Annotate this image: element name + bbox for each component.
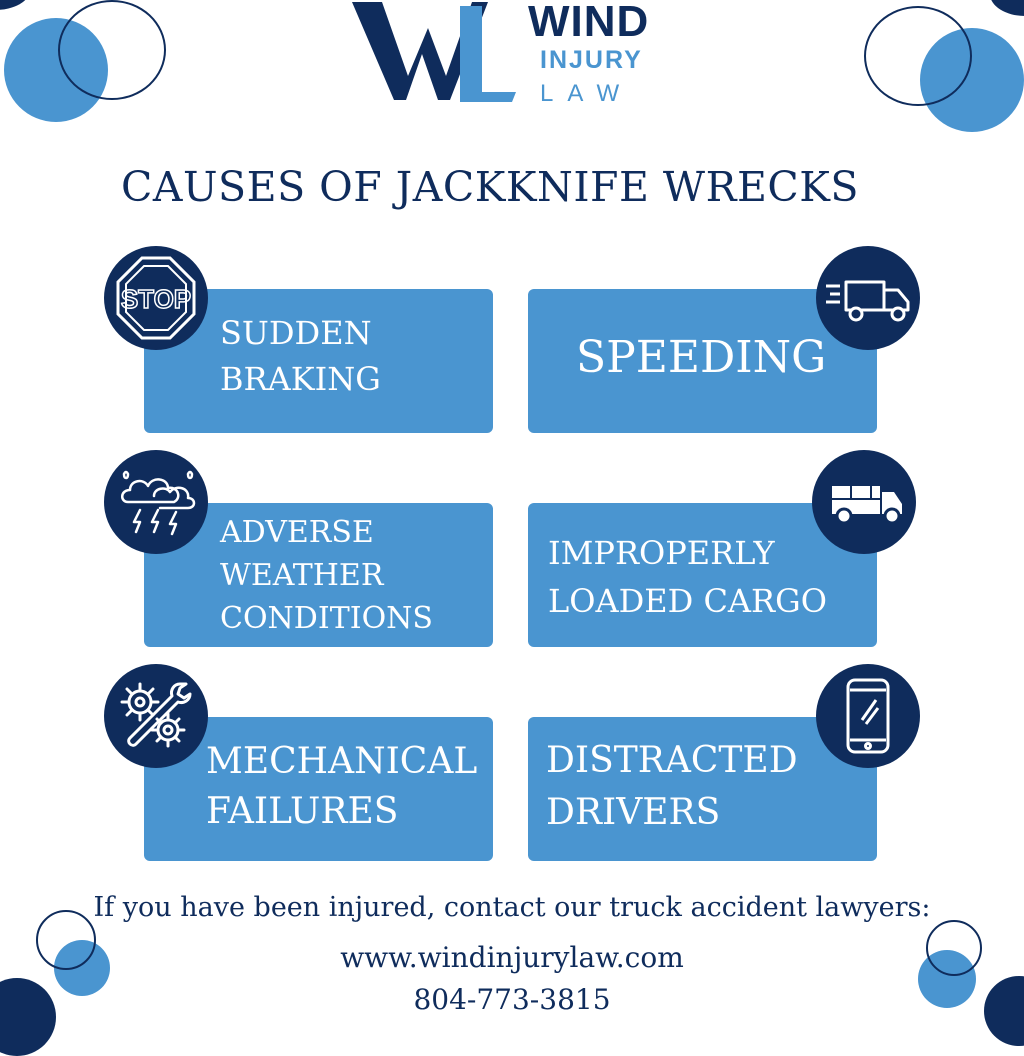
cause-label: [546, 735, 798, 839]
stop-sign-icon: [106, 248, 206, 348]
cause-label: [220, 313, 381, 400]
contact-call-to-action: If you have been injured, contact our truck accident lawyers:: [93, 892, 931, 923]
cause-icon-circle: [104, 450, 208, 554]
storm-cloud-icon: [106, 452, 206, 552]
cause-label-line: SUDDEN: [220, 314, 372, 352]
svg-text:STOP: STOP: [120, 284, 192, 314]
corner-decoration-dark: [0, 0, 30, 10]
cause-label-line: DISTRACTED: [546, 740, 798, 781]
cause-label-line: FAILURES: [206, 791, 399, 832]
cause-label-line: MECHANICAL: [206, 741, 478, 782]
speeding-truck-icon: [818, 248, 918, 348]
corner-decoration-ring: [864, 6, 972, 106]
phone-number[interactable]: 804-773-3815: [413, 983, 611, 1016]
brand-name-law: LAW: [540, 80, 634, 107]
cause-label-line: IMPROPERLY: [548, 534, 775, 572]
smartphone-icon: [818, 666, 918, 766]
cause-icon-circle: [816, 246, 920, 350]
cause-label-line: WEATHER: [220, 558, 384, 593]
website-link[interactable]: www.windinjurylaw.com: [340, 941, 684, 974]
gears-wrench-icon: [106, 666, 206, 766]
cause-label: [220, 511, 433, 640]
cause-label-line: CONDITIONS: [220, 601, 433, 636]
cause-label-line: DRIVERS: [546, 792, 721, 833]
cause-label-line: LOADED CARGO: [548, 582, 827, 620]
cause-icon-circle: [104, 246, 208, 350]
brand-name-injury: INJURY: [540, 46, 643, 74]
cargo-truck-icon: [814, 452, 914, 552]
cause-label-line: ADVERSE: [220, 515, 374, 550]
cause-icon-circle: [816, 664, 920, 768]
cause-label: SPEEDING: [576, 332, 827, 383]
wl-monogram-logo: [350, 0, 520, 112]
cause-label: [548, 529, 827, 625]
brand-logo: [350, 0, 670, 112]
corner-decoration-dark: [990, 0, 1024, 16]
page-title: CAUSES OF JACKKNIFE WRECKS: [121, 163, 859, 211]
cause-icon-circle: [104, 664, 208, 768]
cause-icon-circle: [812, 450, 916, 554]
brand-name-wind: WIND: [528, 0, 650, 46]
cause-label: [206, 737, 477, 837]
corner-decoration-ring: [58, 0, 166, 100]
cause-label-line: BRAKING: [220, 359, 381, 398]
